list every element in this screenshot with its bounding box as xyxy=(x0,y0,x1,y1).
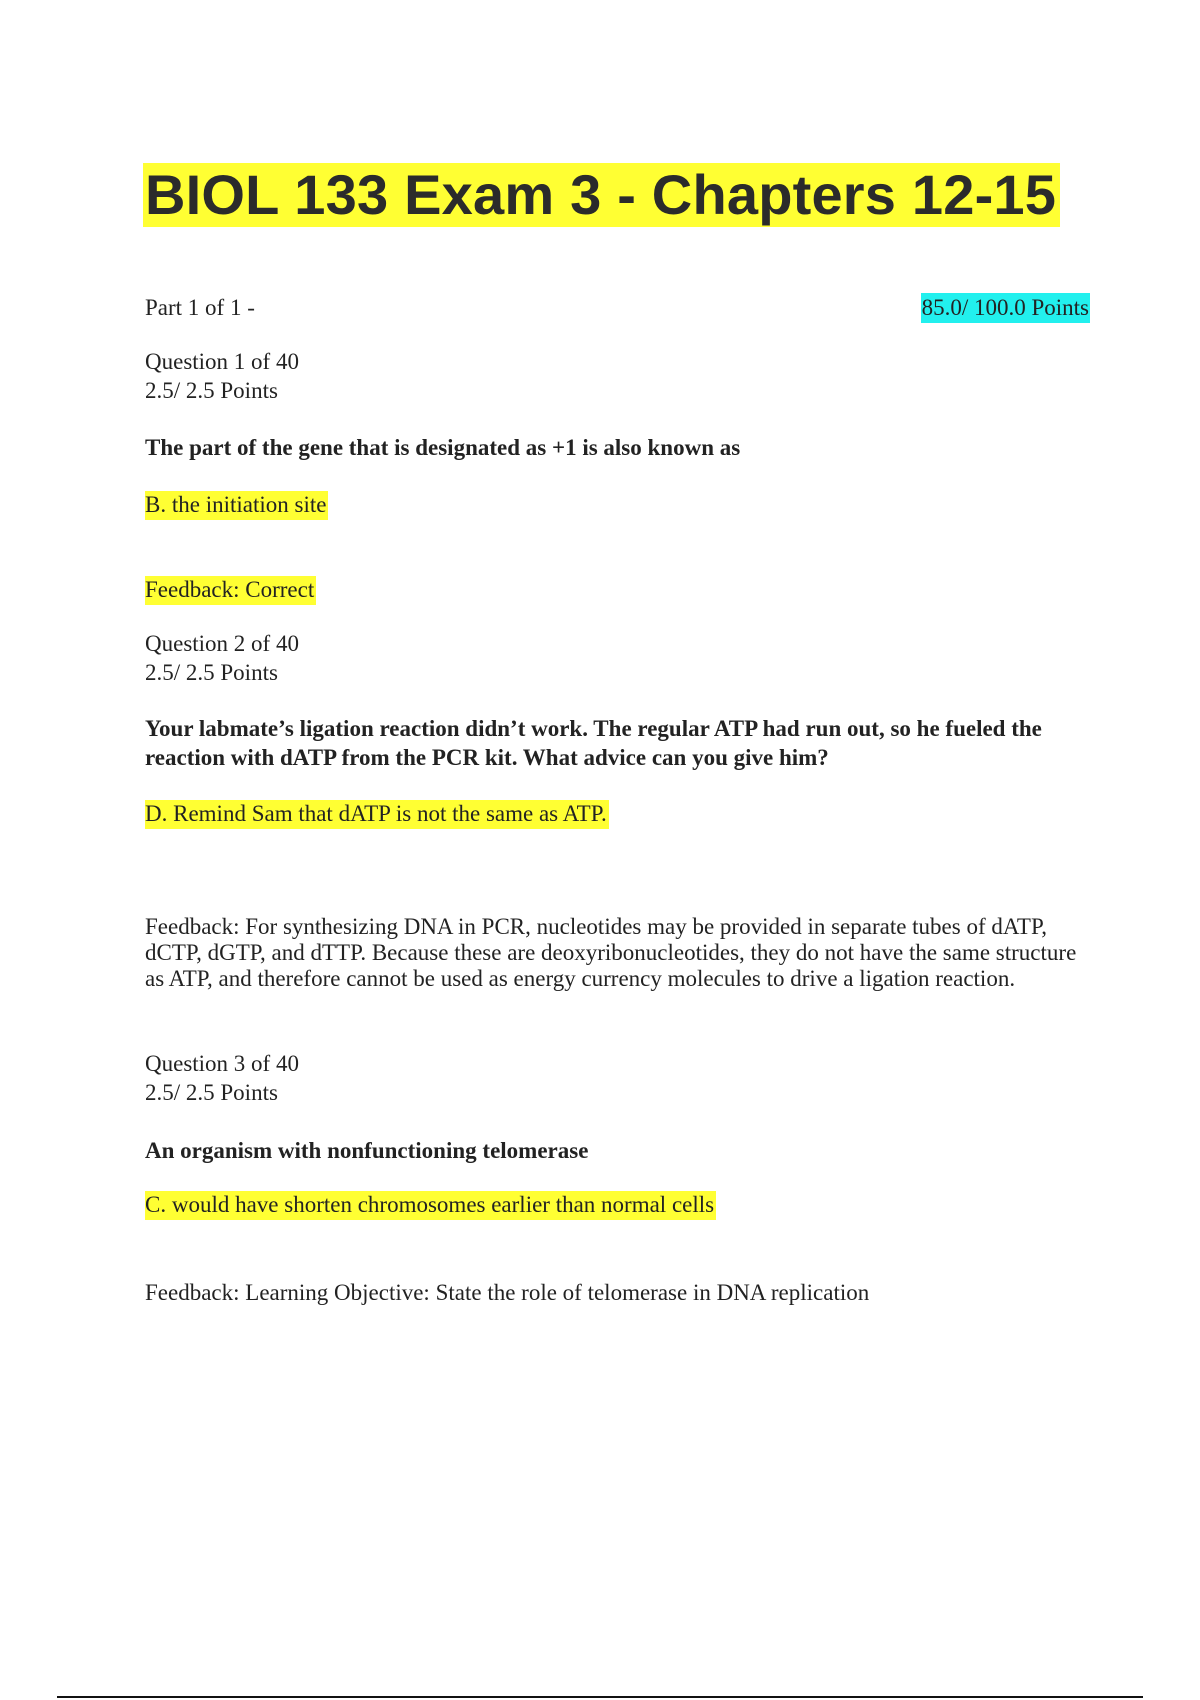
question-1-meta xyxy=(145,347,1095,405)
question-points: 2.5/ 2.5 Points xyxy=(145,378,278,403)
question-1-text: The part of the gene that is designated as +1 is also known as xyxy=(145,435,741,460)
question-number: Question 3 of 40 xyxy=(145,1051,299,1076)
question-2-feedback: Feedback: For synthesizing DNA in PCR, nucleotides may be provided in separate tubes of dATP, dCTP, dGTP, and dTTP. Because these are deoxyribonucleotides, they do not have the same structure as ATP, and therefore cannot be used as energy currency molecules to drive a ligation reaction. xyxy=(145,914,1077,991)
question-3-text: An organism with nonfunctioning telomerase xyxy=(145,1138,589,1163)
question-3-feedback: Feedback: Learning Objective: State the role of telomerase in DNA replication xyxy=(145,1280,870,1305)
question-2-answer xyxy=(145,800,1095,828)
title-block xyxy=(145,163,1060,227)
feedback-text: Feedback: Correct xyxy=(145,576,316,605)
part-label: Part 1 of 1 - xyxy=(145,295,255,320)
question-3-meta xyxy=(145,1049,1095,1107)
question-2-text: Your labmate’s ligation reaction didn’t work. The regular ATP had run out, so he fueled the reaction with dATP from the PCR kit. What advice can you give him? xyxy=(145,716,1042,770)
question-1-feedback xyxy=(145,576,1095,604)
question-1-answer xyxy=(145,491,1095,519)
question-3-answer xyxy=(145,1191,1095,1219)
footer-divider xyxy=(57,1696,1143,1698)
answer-text: B. the initiation site xyxy=(145,491,328,520)
question-number: Question 2 of 40 xyxy=(145,631,299,656)
question-points: 2.5/ 2.5 Points xyxy=(145,1080,278,1105)
question-2-meta xyxy=(145,629,1095,687)
total-points-badge: 85.0/ 100.0 Points xyxy=(921,293,1090,323)
question-points: 2.5/ 2.5 Points xyxy=(145,660,278,685)
page-title: BIOL 133 Exam 3 - Chapters 12-15 xyxy=(143,163,1060,227)
answer-text: D. Remind Sam that dATP is not the same as ATP. xyxy=(145,800,609,829)
question-number: Question 1 of 40 xyxy=(145,349,299,374)
answer-text: C. would have shorten chromosomes earlier than normal cells xyxy=(145,1191,716,1220)
